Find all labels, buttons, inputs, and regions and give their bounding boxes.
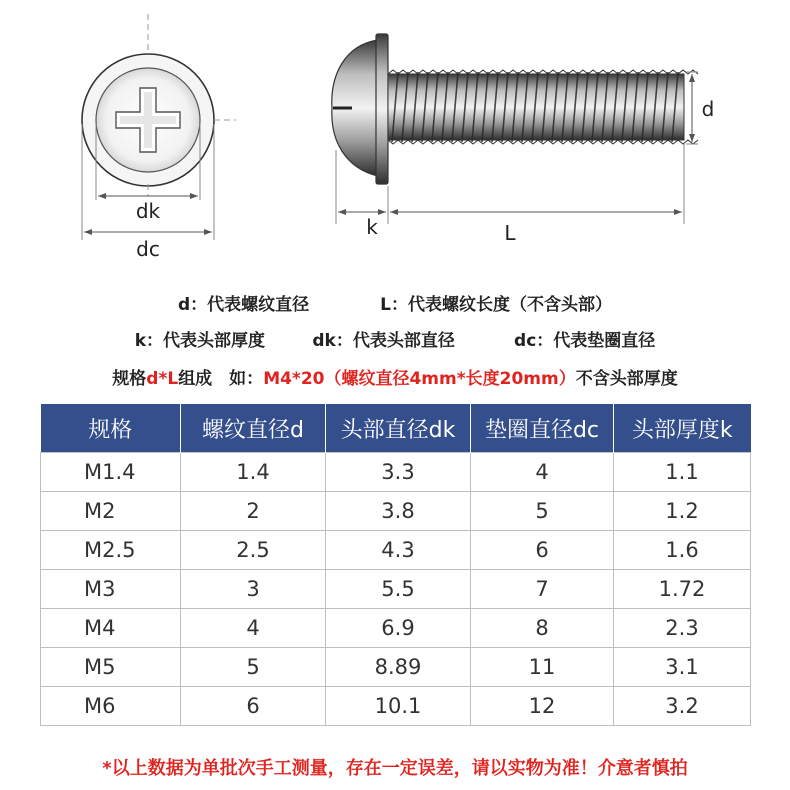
cell-k: 1.6 <box>614 531 751 570</box>
spec-table <box>40 404 751 726</box>
spec-example: M4*20（螺纹直径4mm*长度20mm） <box>263 369 576 389</box>
legend-d: d：代表螺纹直径 <box>177 295 310 315</box>
cell-dc: 6 <box>471 531 614 570</box>
table-row <box>41 687 751 726</box>
cell-dk: 10.1 <box>326 687 471 726</box>
k-label: k <box>366 215 378 239</box>
cell-spec: M2 <box>41 492 181 531</box>
spec-suffix: 不含头部厚度 <box>575 369 678 389</box>
cell-spec: M6 <box>41 687 181 726</box>
legend-row-3 <box>0 364 790 389</box>
cell-dk: 8.89 <box>326 648 471 687</box>
L-label: L <box>504 221 516 245</box>
table-row <box>41 648 751 687</box>
header-thread-diameter: 螺纹直径d <box>181 404 326 453</box>
cell-d: 6 <box>181 687 326 726</box>
cell-dc: 4 <box>471 453 614 492</box>
table-row <box>41 453 751 492</box>
table-row <box>41 531 751 570</box>
cell-dc: 7 <box>471 570 614 609</box>
cell-dc: 12 <box>471 687 614 726</box>
legend-L: L：代表螺纹长度（不含头部） <box>380 295 613 315</box>
cell-dk: 5.5 <box>326 570 471 609</box>
header-spec: 规格 <box>41 404 181 453</box>
cell-dk: 3.3 <box>326 453 471 492</box>
cell-dc: 11 <box>471 648 614 687</box>
header-washer-diameter: 垫圈直径dc <box>471 404 614 453</box>
cell-k: 2.3 <box>614 609 751 648</box>
disclaimer-note: *以上数据为单批次手工测量，存在一定误差，请以实物为准！介意者慎拍 <box>102 758 688 779</box>
legend-row-1 <box>0 290 790 315</box>
cell-dk: 3.8 <box>326 492 471 531</box>
dk-label: dk <box>135 199 161 223</box>
header-head-diameter: 头部直径dk <box>326 404 471 453</box>
cell-d: 2.5 <box>181 531 326 570</box>
table-header-row <box>41 404 751 453</box>
spec-mid: 组成 如： <box>178 369 264 389</box>
cell-k: 3.2 <box>614 687 751 726</box>
table-row <box>41 570 751 609</box>
cell-dc: 8 <box>471 609 614 648</box>
table-row <box>41 609 751 648</box>
table-row <box>41 492 751 531</box>
dc-label: dc <box>136 237 160 261</box>
cell-d: 1.4 <box>181 453 326 492</box>
screw-diagram <box>0 0 790 280</box>
cell-spec: M2.5 <box>41 531 181 570</box>
cell-k: 1.2 <box>614 492 751 531</box>
cell-spec: M1.4 <box>41 453 181 492</box>
cell-dk: 4.3 <box>326 531 471 570</box>
cell-dk: 6.9 <box>326 609 471 648</box>
cell-spec: M5 <box>41 648 181 687</box>
spec-prefix: 规格 <box>112 369 147 389</box>
screw-side-view <box>332 34 698 224</box>
legend-dk: dk：代表头部直径 <box>312 331 455 351</box>
cell-dc: 5 <box>471 492 614 531</box>
cell-spec: M4 <box>41 609 181 648</box>
cell-d: 4 <box>181 609 326 648</box>
cell-d: 5 <box>181 648 326 687</box>
spec-formula: d*L <box>146 369 179 389</box>
header-head-thickness: 头部厚度k <box>614 404 751 453</box>
cell-k: 1.72 <box>614 570 751 609</box>
cell-d: 3 <box>181 570 326 609</box>
d-label: d <box>701 97 715 121</box>
cell-k: 1.1 <box>614 453 751 492</box>
cell-spec: M3 <box>41 570 181 609</box>
legend-row-2 <box>0 326 790 351</box>
cell-d: 2 <box>181 492 326 531</box>
legend-k: k：代表头部厚度 <box>134 331 266 351</box>
cell-k: 3.1 <box>614 648 751 687</box>
legend-dc: dc：代表垫圈直径 <box>514 331 656 351</box>
